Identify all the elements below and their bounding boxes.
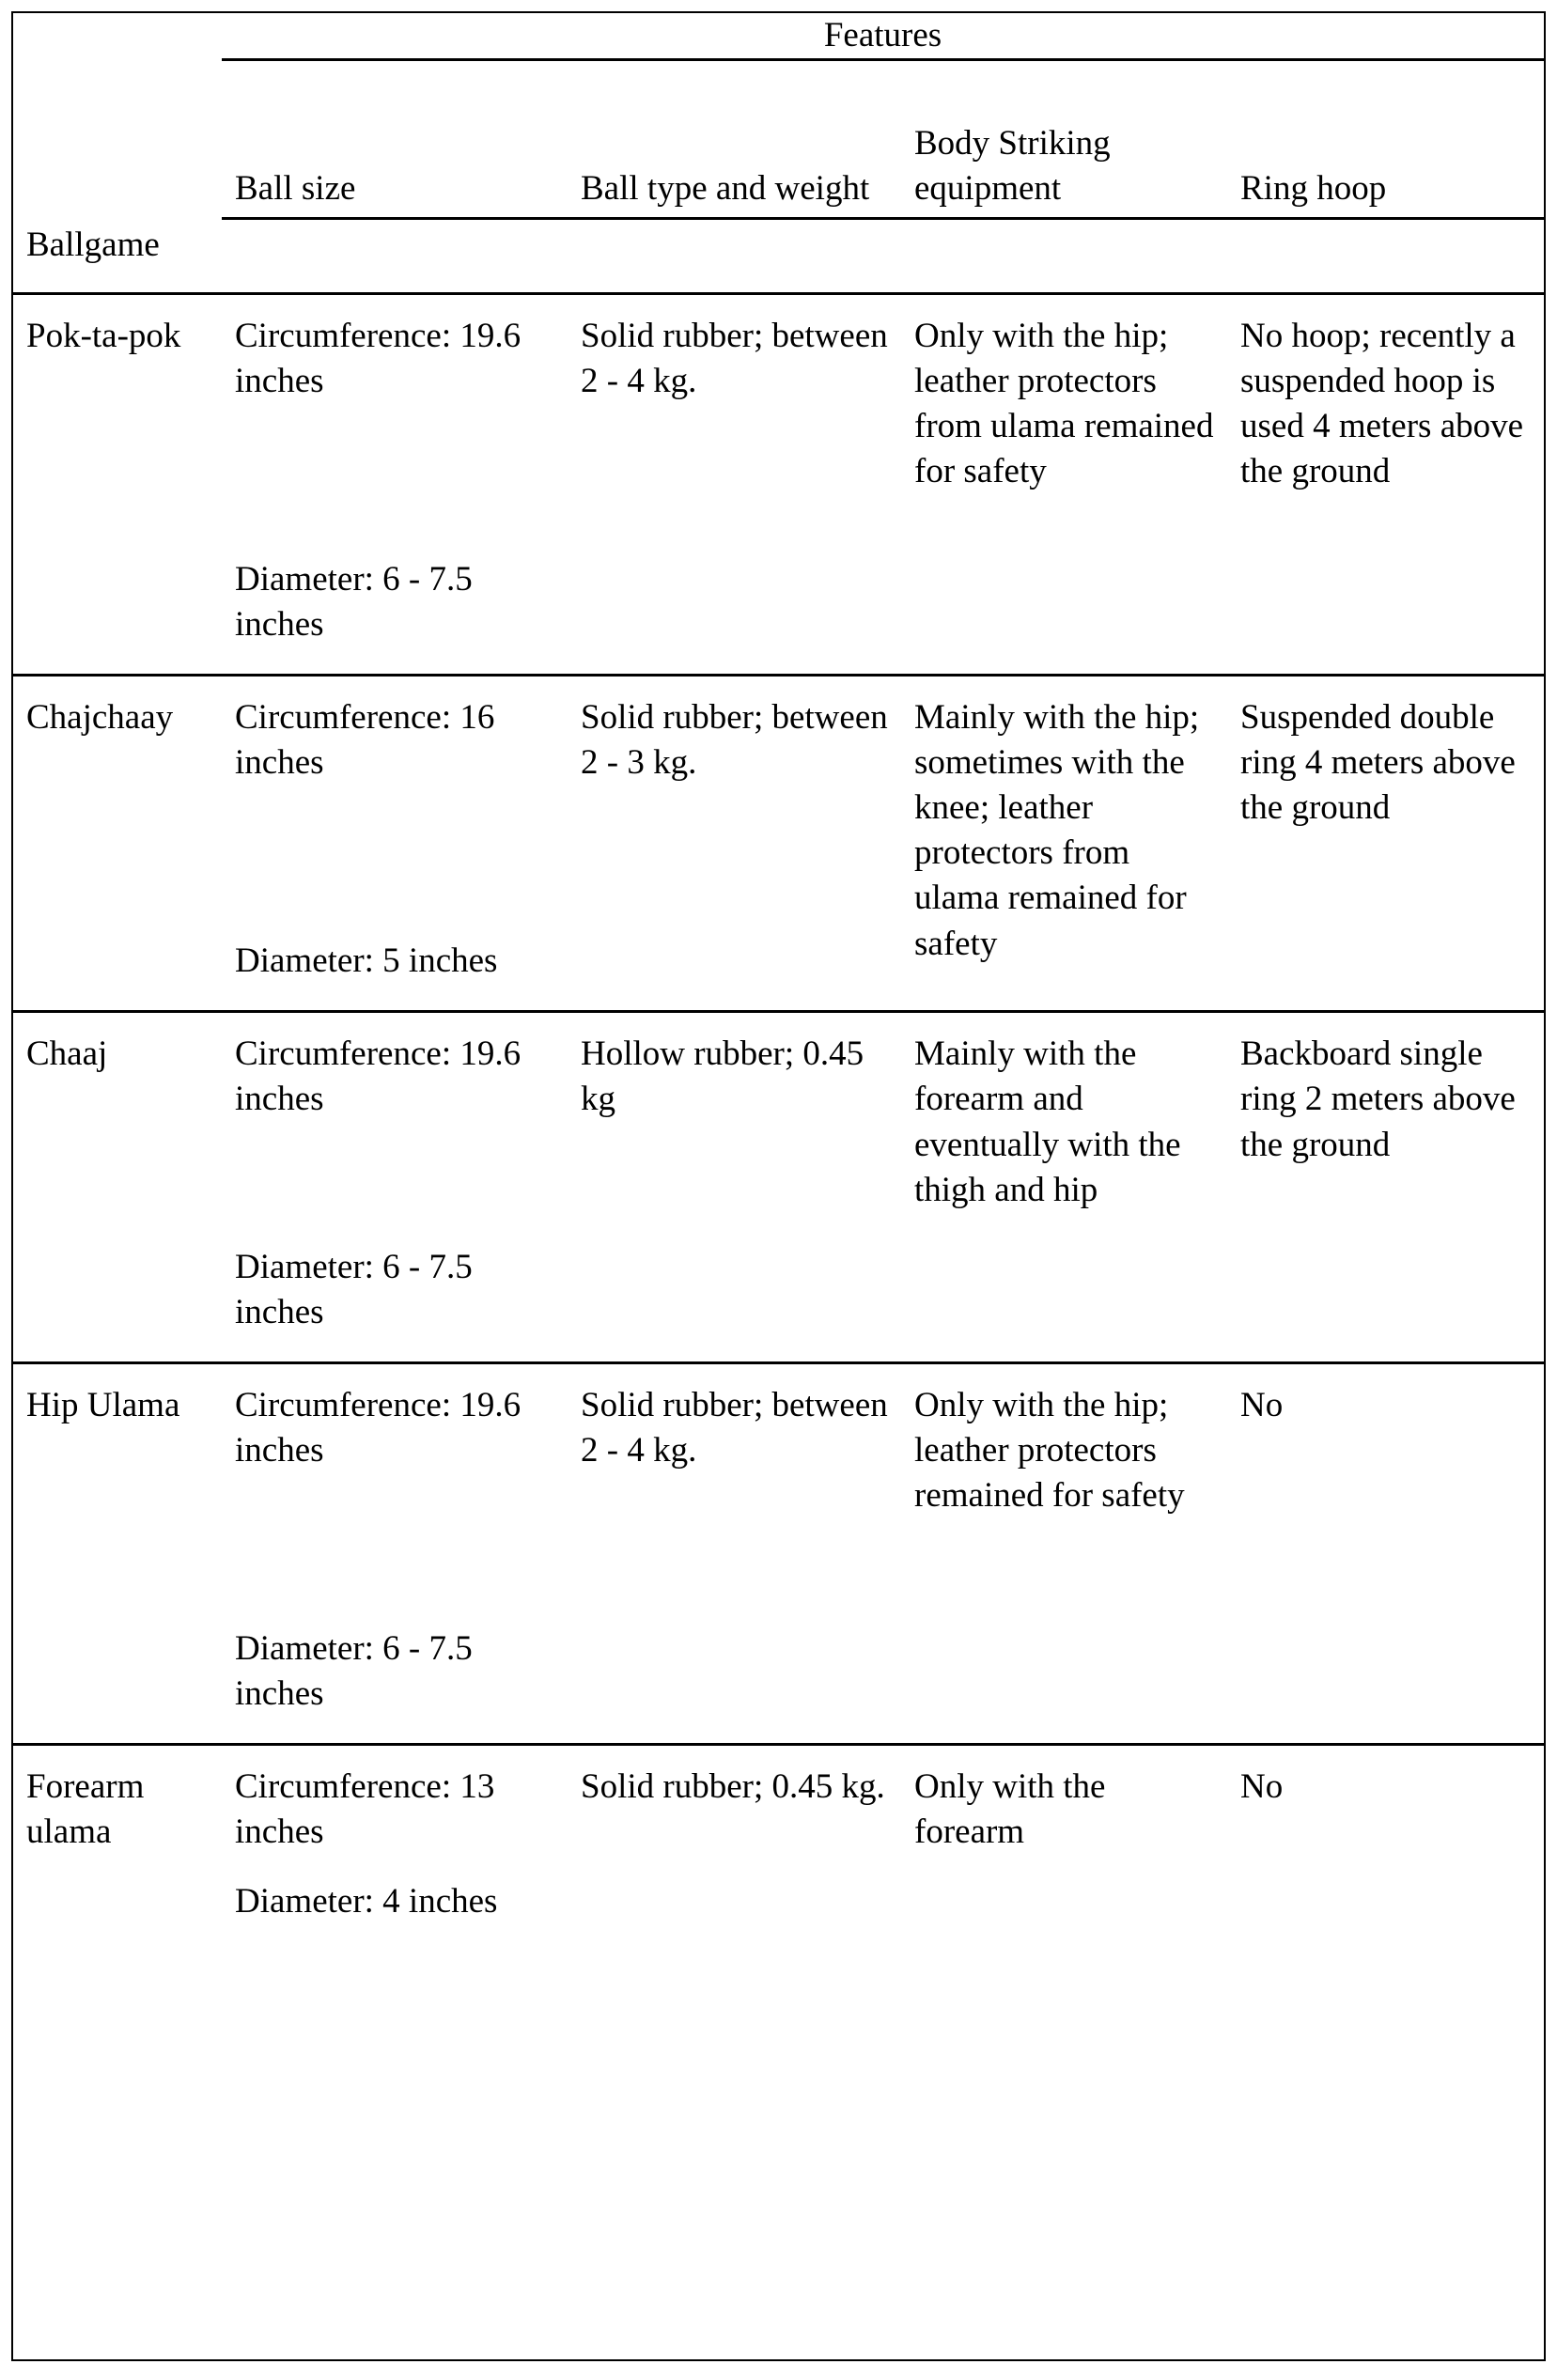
cell-ballgame-name (13, 1362, 222, 1744)
table-row (13, 293, 1544, 675)
ball-type-weight-text: Solid rubber; between 2 - 4 kg. (581, 316, 888, 400)
column-header-body-striking-equipment: Body Striking equipment (901, 60, 1227, 219)
cell-ballgame-name (13, 1012, 222, 1362)
cell-ball-type-and-weight (568, 1745, 901, 1952)
cell-paragraph-gap (235, 786, 554, 939)
table-body (13, 293, 1544, 1951)
row-header-ballgame: Ballgame (13, 219, 222, 294)
ballgame-name-text: Pok-ta-pok (26, 316, 181, 355)
column-header-empty-cell (13, 60, 222, 219)
ball-size-circumference: Circumference: 13 inches (235, 1767, 495, 1852)
table-header (13, 13, 1544, 293)
ring-hoop-text: No (1240, 1767, 1284, 1807)
ball-size-circumference: Circumference: 16 inches (235, 698, 495, 783)
ballgame-features-table (13, 13, 1544, 1951)
cell-body-striking-equipment (901, 1745, 1227, 1952)
table-row (13, 1745, 1544, 1952)
table-row (13, 1362, 1544, 1744)
table-row (13, 676, 1544, 1012)
row-header-spacer-2 (568, 219, 901, 294)
cell-ballgame-name (13, 1745, 222, 1952)
cell-ballgame-name (13, 676, 222, 1012)
table-row (13, 1012, 1544, 1362)
ball-size-diameter: Diameter: 4 inches (235, 1882, 498, 1921)
cell-paragraph-gap (235, 1855, 554, 1879)
comparison-table-container (11, 11, 1546, 2361)
column-header-ring-hoop: Ring hoop (1227, 60, 1544, 219)
ball-size-diameter: Diameter: 5 inches (235, 941, 498, 981)
ball-size-diameter: Diameter: 6 - 7.5 inches (235, 559, 473, 644)
group-header-features: Features (222, 13, 1544, 60)
column-header-ball-type-and-weight: Ball type and weight (568, 60, 901, 219)
cell-ring-hoop (1227, 676, 1544, 1012)
row-header-spacer-1 (222, 219, 568, 294)
cell-paragraph-gap (235, 1473, 554, 1626)
cell-paragraph-gap (235, 404, 554, 557)
ball-size-circumference: Circumference: 19.6 inches (235, 1034, 522, 1119)
body-striking-equipment-text: Mainly with the hip; sometimes with the knee; leather protectors from ulama remained for safety (914, 698, 1200, 963)
cell-ring-hoop (1227, 1362, 1544, 1744)
column-header-row (13, 60, 1544, 219)
ballgame-name-text: Chajchaay (26, 698, 174, 738)
ball-size-circumference: Circumference: 19.6 inches (235, 316, 522, 400)
ring-hoop-text: Backboard single ring 2 meters above the ground (1240, 1034, 1516, 1164)
cell-ball-size (222, 1745, 568, 1952)
ball-size-circumference: Circumference: 19.6 inches (235, 1385, 522, 1470)
cell-ring-hoop (1227, 1745, 1544, 1952)
cell-ball-type-and-weight (568, 1362, 901, 1744)
body-striking-equipment-text: Only with the hip; leather protectors from ulama remained for safety (914, 316, 1214, 490)
cell-body-striking-equipment (901, 1362, 1227, 1744)
cell-ball-type-and-weight (568, 1012, 901, 1362)
cell-ring-hoop (1227, 1012, 1544, 1362)
cell-body-striking-equipment (901, 1012, 1227, 1362)
cell-ballgame-name (13, 293, 222, 675)
row-header-label-row (13, 219, 1544, 294)
cell-ball-type-and-weight (568, 676, 901, 1012)
ball-type-weight-text: Solid rubber; between 2 - 3 kg. (581, 698, 888, 783)
ball-type-weight-text: Hollow rubber; 0.45 kg (581, 1034, 864, 1119)
ring-hoop-text: No (1240, 1385, 1284, 1424)
ballgame-name-text: Hip Ulama (26, 1385, 180, 1424)
ring-hoop-text: No hoop; recently a suspended hoop is used 4 meters above the ground (1240, 316, 1524, 490)
row-header-spacer-4 (1227, 219, 1544, 294)
ball-size-diameter: Diameter: 6 - 7.5 inches (235, 1247, 473, 1331)
cell-ball-size (222, 293, 568, 675)
body-striking-equipment-text: Only with the forearm (914, 1767, 1106, 1852)
cell-body-striking-equipment (901, 293, 1227, 675)
ring-hoop-text: Suspended double ring 4 meters above the ground (1240, 698, 1516, 828)
row-header-spacer-3 (901, 219, 1227, 294)
body-striking-equipment-text: Only with the hip; leather protectors remained for safety (914, 1385, 1185, 1515)
cell-ball-size (222, 1012, 568, 1362)
cell-ring-hoop (1227, 293, 1544, 675)
ball-size-diameter: Diameter: 6 - 7.5 inches (235, 1628, 473, 1713)
ball-type-weight-text: Solid rubber; between 2 - 4 kg. (581, 1385, 888, 1470)
cell-ball-size (222, 1362, 568, 1744)
cell-ball-type-and-weight (568, 293, 901, 675)
cell-paragraph-gap (235, 1123, 554, 1245)
column-header-ball-size: Ball size (222, 60, 568, 219)
cell-ball-size (222, 676, 568, 1012)
group-header-row (13, 13, 1544, 60)
ballgame-name-text: Forearm ulama (26, 1767, 145, 1852)
ball-type-weight-text: Solid rubber; 0.45 kg. (581, 1767, 885, 1807)
ballgame-name-text: Chaaj (26, 1034, 108, 1074)
body-striking-equipment-text: Mainly with the forearm and eventually with the thigh and hip (914, 1034, 1181, 1209)
cell-body-striking-equipment (901, 676, 1227, 1012)
group-header-empty-cell (13, 13, 222, 60)
